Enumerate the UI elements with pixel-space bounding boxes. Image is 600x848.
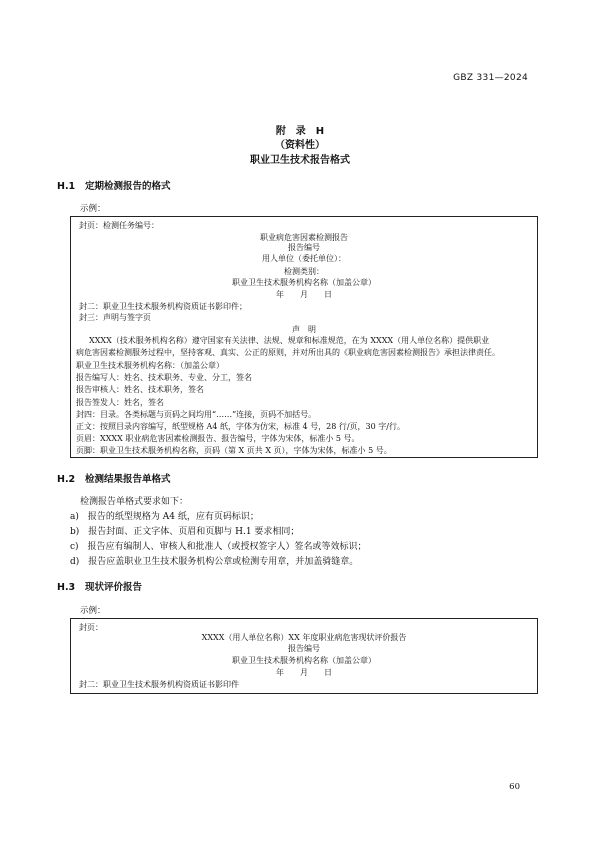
date-line: 年 月 日 [276,290,332,299]
declaration-text: XXXX（技术服务机构名称）遵守国家有关法律、法规、规章和标准规范，在为 XXXX（用人单位名称）提供职业 [89,336,490,345]
cover-line: 封页： [79,623,103,632]
section-title: 定期检测报告的格式 [85,181,171,192]
example-label: 示例： [80,204,106,214]
section-title: 现状评价报告 [85,582,143,593]
test-type-line: 检测类别： [284,267,324,276]
example-box-1 [70,216,538,458]
body-format-line: 正文：按照目录内容编写，纸型规格 A4 纸，字体为仿宋，标准 4 号，28 行/页，30 字/行。 [76,422,405,431]
section-number: H.2 [57,474,76,485]
employer-line: 用人单位（委托单位）： [262,254,346,263]
report-title: XXXX（用人单位名称）XX 年度职业病危害现状评价报告 [201,633,407,642]
section-number: H.1 [57,181,76,192]
declaration-text: 病危害因素检测服务过程中，坚持客观、真实、公正的原则，并对所出具的《职业病危害因素检测报告》承担法律责任。 [76,348,500,357]
declaration-heading: 声 明 [292,325,316,334]
cover-two-line: 封二：职业卫生技术服务机构资质证书影印件 [79,680,239,689]
section-title: 检测结果报告单格式 [85,474,171,485]
section-h3-heading [57,579,142,593]
requirement-item: a) 报告的纸型规格为 A4 纸，应有页码标识； [70,512,259,522]
appendix-name: 职业卫生技术报告格式 [250,155,350,166]
agency-seal-line: 职业卫生技术服务机构名称：（加盖公章） [76,361,224,370]
requirement-item: b) 报告封面、正文字体、页眉和页脚与 H.1 要求相同； [70,527,300,537]
requirement-item: c) 报告应有编制人、审核人和批准人（或授权签字人）签名或等效标识； [70,542,367,552]
appendix-type: （资料性） [275,140,325,151]
appendix-title: 附 录 H [275,126,325,137]
section-h1-heading [57,178,171,192]
cover-three-line: 封三：声明与签字页 [79,313,151,322]
requirement-item: d) 报告应盖职业卫生技术服务机构公章或检测专用章，并加盖骑缝章。 [70,557,359,567]
author-line: 报告编写人：姓名、技术职务、专业、分工，签名 [76,373,252,382]
report-number: 报告编号 [288,644,320,653]
footer-format-line: 页脚：职业卫生技术服务机构名称，页码（第 X 页共 X 页），字体为宋体，标准小 5 号。 [76,446,392,455]
date-line: 年 月 日 [276,668,332,677]
header-format-line: 页眉：XXXX 职业病危害因素检测报告、报告编号，字体为宋体，标准小 5 号。 [76,434,360,443]
page-number: 60 [509,782,520,792]
example-label: 示例： [80,606,106,616]
section-h2-heading [57,471,171,485]
agency-name-line: 职业卫生技术服务机构名称（加盖公章） [232,278,376,287]
requirements-intro: 检测报告单格式要求如下： [80,497,189,507]
section-number: H.3 [57,582,76,593]
example-box-2 [70,618,538,694]
toc-line: 封四：目录。各类标题与页码之间均用“……”连接，页码不加括号。 [76,410,317,419]
cover-two-line: 封二：职业卫生技术服务机构资质证书影印件； [79,302,247,311]
reviewer-line: 报告审核人：姓名、技术职务，签名 [76,385,204,394]
standard-id: GBZ 331—2024 [453,73,528,83]
report-title: 职业病危害因素检测报告 [260,233,348,242]
cover-line: 封页：检测任务编号： [79,221,159,230]
agency-name-line: 职业卫生技术服务机构名称（加盖公章） [232,656,376,665]
issuer-line: 报告签发人：姓名，签名 [76,398,164,407]
report-number: 报告编号 [288,243,320,252]
